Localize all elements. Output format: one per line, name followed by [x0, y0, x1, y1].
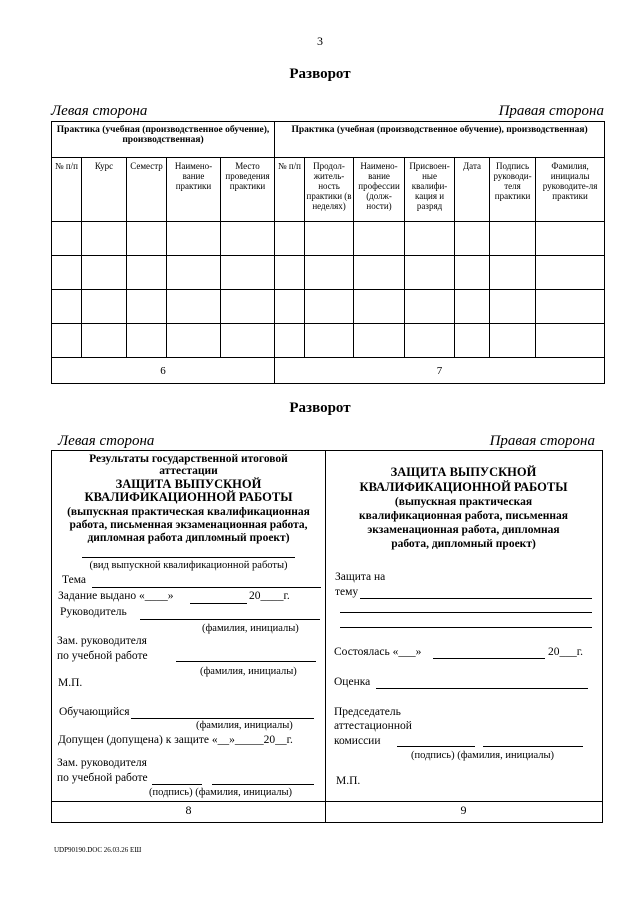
page-number-row-divider — [51, 801, 602, 802]
left-page-number: 6 — [52, 358, 275, 384]
deputy-line — [176, 661, 316, 662]
col-header: Курс — [82, 158, 127, 222]
col-header: Наимено-вание профессии (долж-ности) — [354, 158, 405, 222]
footer-filename: UDP90190.DOC 26.03.26 ЕШ — [54, 846, 142, 854]
col-header: Место проведения практики — [221, 158, 275, 222]
col-header: Продол-житель-ность практики (в неделях) — [305, 158, 354, 222]
deputy-label-3: Зам. руководителя — [57, 757, 147, 769]
right-sub-2: квалификационная работа, письменная — [359, 510, 568, 522]
held-line — [433, 658, 545, 659]
defense-line-2 — [340, 612, 592, 613]
student-fio-caption: (фамилия, инициалы) — [196, 720, 293, 731]
left-heading-4: КВАЛИФИКАЦИОННОЙ РАБОТЫ — [84, 490, 293, 504]
defense-line-3 — [340, 627, 592, 628]
section2-right-label: Правая сторона — [489, 433, 595, 449]
left-stamp: М.П. — [58, 677, 83, 689]
left-group-header: Практика (учебная (производственное обучение), производственная) — [52, 122, 275, 158]
student-label: Обучающийся — [59, 706, 130, 718]
right-sub-1: (выпускная практическая — [394, 496, 533, 508]
supervisor-line — [140, 619, 320, 620]
table-row — [52, 222, 605, 256]
chair-sign-line — [397, 746, 475, 747]
right-sub-3: экзаменационная работа, дипломная — [367, 524, 560, 536]
grade-label: Оценка — [334, 676, 371, 688]
theme-line — [92, 587, 321, 588]
grade-line — [376, 688, 588, 689]
right-sub-4: работа, дипломный проект) — [391, 538, 536, 550]
table-row — [52, 324, 605, 358]
chair-fio-line — [483, 746, 583, 747]
left-sub-3: дипломная работа дипломный проект) — [87, 532, 290, 544]
col-header: Подпись руководи-теля практики — [490, 158, 536, 222]
table-row — [52, 256, 605, 290]
chair-label-1: Председатель — [334, 706, 401, 718]
right-heading-2: КВАЛИФИКАЦИОННОЙ РАБОТЫ — [359, 480, 568, 494]
left-page-number-8: 8 — [185, 803, 192, 817]
deputy-label-1: Зам. руководителя — [57, 635, 147, 647]
section1-right-label: Правая сторона — [498, 103, 604, 119]
page-number: 3 — [317, 34, 323, 48]
section2-title: Разворот — [289, 400, 351, 416]
table-row — [52, 290, 605, 324]
right-page-number-9: 9 — [460, 803, 467, 817]
right-stamp: М.П. — [336, 775, 361, 787]
chair-label-2: аттестационной — [334, 720, 412, 732]
task-line — [190, 603, 247, 604]
supervisor-label: Руководитель — [60, 606, 127, 618]
col-header: Присвоен-ные квалифи-кация и разряд — [405, 158, 455, 222]
deputy-fio-line — [212, 784, 314, 785]
held-year: 20___г. — [548, 646, 584, 658]
held-label: Состоялась «___» — [334, 646, 422, 658]
chair-sign-caption: (подпись) (фамилия, инициалы) — [411, 750, 555, 761]
section1-title: Разворот — [289, 66, 351, 82]
col-header: Фамилия, инициалы руководите-ля практики — [536, 158, 605, 222]
col-header: Дата — [455, 158, 490, 222]
kind-caption: (вид выпускной квалификационной работы) — [89, 560, 288, 571]
defense-label-1: Защита на — [335, 571, 386, 583]
supervisor-fio-caption: (фамилия, инициалы) — [202, 623, 299, 634]
right-group-header: Практика (учебная (производственное обучение), производственная) — [275, 122, 605, 158]
left-heading-3: ЗАЩИТА ВЫПУСКНОЙ — [115, 477, 262, 491]
deputy-label-2: по учебной работе — [57, 650, 148, 662]
deputy-label-4: по учебной работе — [57, 772, 148, 784]
right-page-number: 7 — [275, 358, 605, 384]
deputy-sign-caption: (подпись) (фамилия, инициалы) — [149, 787, 293, 798]
left-heading-1: Результаты государственной итоговой — [89, 453, 288, 465]
right-heading-1: ЗАЩИТА ВЫПУСКНОЙ — [390, 465, 537, 479]
col-header: № п/п — [52, 158, 82, 222]
task-label: Задание выдано «____» — [58, 590, 174, 602]
practice-table — [51, 121, 605, 384]
section2-left-label: Левая сторона — [58, 433, 155, 449]
theme-label: Тема — [62, 574, 86, 586]
defense-line-1 — [360, 598, 592, 599]
left-sub-1: (выпускная практическая квалификационная — [67, 506, 310, 518]
kind-line — [82, 557, 295, 558]
defense-label-2: тему — [335, 586, 359, 598]
col-header: № п/п — [275, 158, 305, 222]
deputy-fio-caption: (фамилия, инициалы) — [200, 666, 297, 677]
task-year: 20____г. — [249, 590, 290, 602]
col-header: Наимено-вание практики — [167, 158, 221, 222]
deputy-sign-line — [152, 784, 202, 785]
admitted-line: Допущен (допущена) к защите «__»_____20__г. — [58, 734, 293, 746]
section1-left-label: Левая сторона — [51, 103, 148, 119]
chair-label-3: комиссии — [334, 735, 381, 747]
col-header: Семестр — [127, 158, 167, 222]
left-sub-2: работа, письменная экзаменационная работа, — [69, 519, 308, 531]
left-heading-2: аттестации — [159, 465, 218, 477]
